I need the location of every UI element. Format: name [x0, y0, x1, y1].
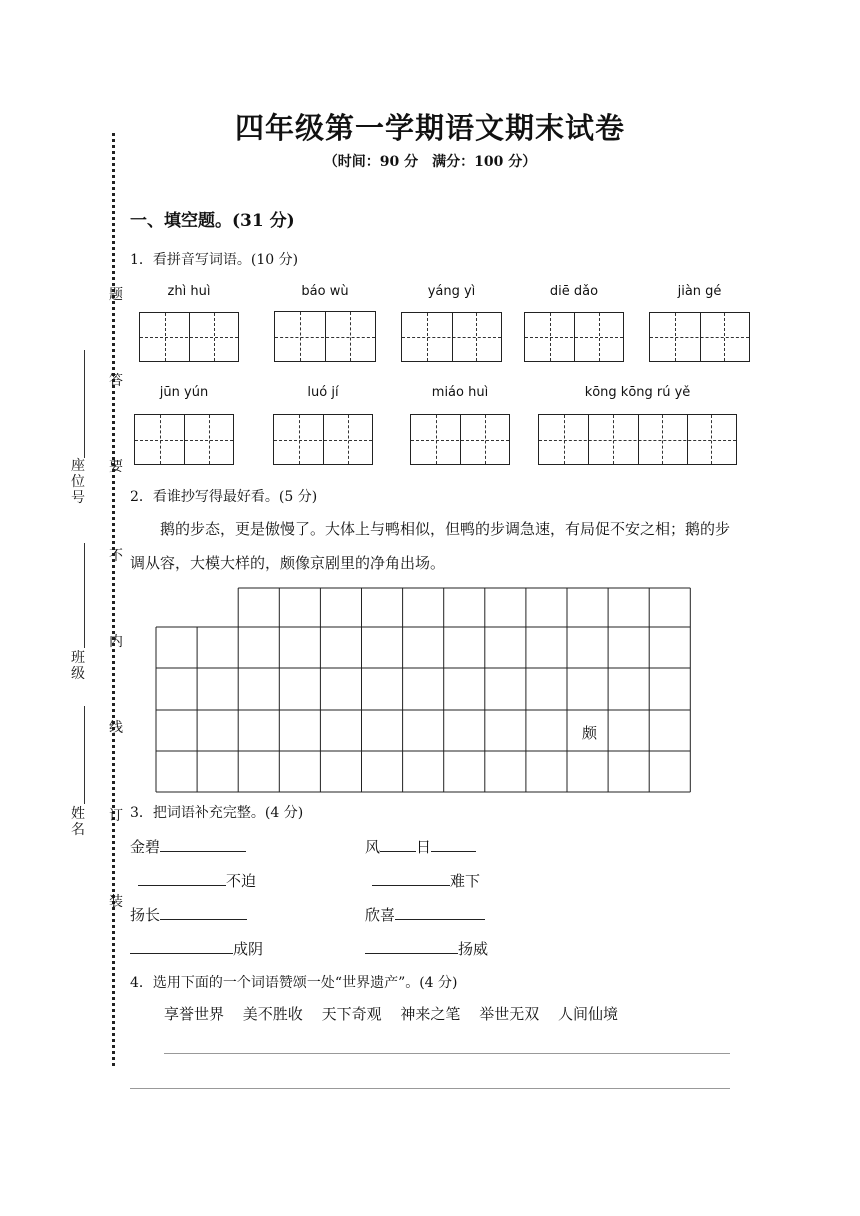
grid-sample-char: 颇	[581, 724, 597, 742]
pinyin: luó jí	[307, 385, 339, 400]
fill-blank-item: 欣喜	[365, 904, 485, 925]
class-label: 班级	[71, 650, 85, 682]
page-title: 四年级第一学期语文期末试卷	[234, 111, 625, 145]
section-title: 一、填空题。(31 分)	[130, 211, 295, 231]
answer-blank[interactable]	[380, 837, 416, 852]
answer-blank[interactable]	[160, 905, 247, 920]
exam-info: （时间：90 分 满分：100 分）	[323, 154, 537, 170]
binding-char: 线	[109, 720, 123, 736]
pinyin: diē dǎo	[549, 284, 599, 299]
fill-blank-item: 不迫	[138, 870, 256, 891]
copy-passage: 鹅的步态，更是傲慢了。大体上与鸭相似，但鸭的步调急速，有局促不安之相；鹅的步调从容，大模大样的，颇像京剧里的净角出场。	[130, 520, 731, 572]
fill-blank-item: 成阴	[130, 938, 263, 959]
fill-blank-item: 扬威	[365, 938, 488, 959]
answer-blank[interactable]	[130, 939, 233, 954]
answer-blank[interactable]	[365, 939, 458, 954]
answer-line[interactable]	[164, 1053, 730, 1054]
question-1-label: 1．看拼音写词语。(10 分)	[130, 252, 299, 268]
name-label: 姓名	[71, 806, 85, 838]
word-option: 美不胜收	[242, 1005, 303, 1023]
binding-char: 内	[109, 634, 123, 650]
pinyin: yáng yì	[427, 284, 476, 299]
binding-char: 答	[109, 373, 123, 389]
binding-char: 要	[109, 459, 123, 475]
word-option: 举世无双	[479, 1005, 540, 1023]
word-option: 神来之笔	[400, 1005, 461, 1023]
answer-blank[interactable]	[395, 905, 485, 920]
answer-blank[interactable]	[431, 837, 476, 852]
pinyin: báo wù	[301, 284, 349, 299]
binding-char: 不	[109, 548, 123, 564]
word-option: 天下奇观	[321, 1005, 382, 1023]
answer-blank[interactable]	[372, 871, 450, 886]
fill-blank-item: 扬长	[130, 904, 247, 925]
fill-blank-item: 难下	[372, 870, 480, 891]
fill-blank-item: 风 日	[365, 836, 476, 857]
answer-blank[interactable]	[160, 837, 246, 852]
binding-char: 题	[109, 287, 123, 303]
binding-char: 装	[109, 894, 123, 910]
question-3-label: 3．把词语补充完整。(4 分)	[130, 805, 304, 821]
fill-blank-item: 金碧	[130, 836, 246, 857]
pinyin: kōng kōng rú yě	[584, 385, 691, 400]
word-options	[164, 1003, 632, 1024]
seat-number-label: 座位号	[71, 458, 85, 506]
question-2-label: 2．看谁抄写得最好看。(5 分)	[130, 489, 318, 505]
binding-char: 订	[109, 808, 123, 824]
answer-blank[interactable]	[138, 871, 226, 886]
pinyin: miáo huì	[431, 385, 489, 400]
pinyin: jūn yún	[159, 385, 209, 400]
pinyin: zhì huì	[167, 284, 211, 299]
answer-line[interactable]	[130, 1088, 730, 1089]
word-option: 人间仙境	[557, 1005, 618, 1023]
question-4-label: 4．选用下面的一个词语赞颂一处“世界遗产”。(4 分)	[130, 975, 458, 991]
word-option: 享誉世界	[164, 1005, 225, 1023]
pinyin: jiàn gé	[677, 284, 722, 299]
